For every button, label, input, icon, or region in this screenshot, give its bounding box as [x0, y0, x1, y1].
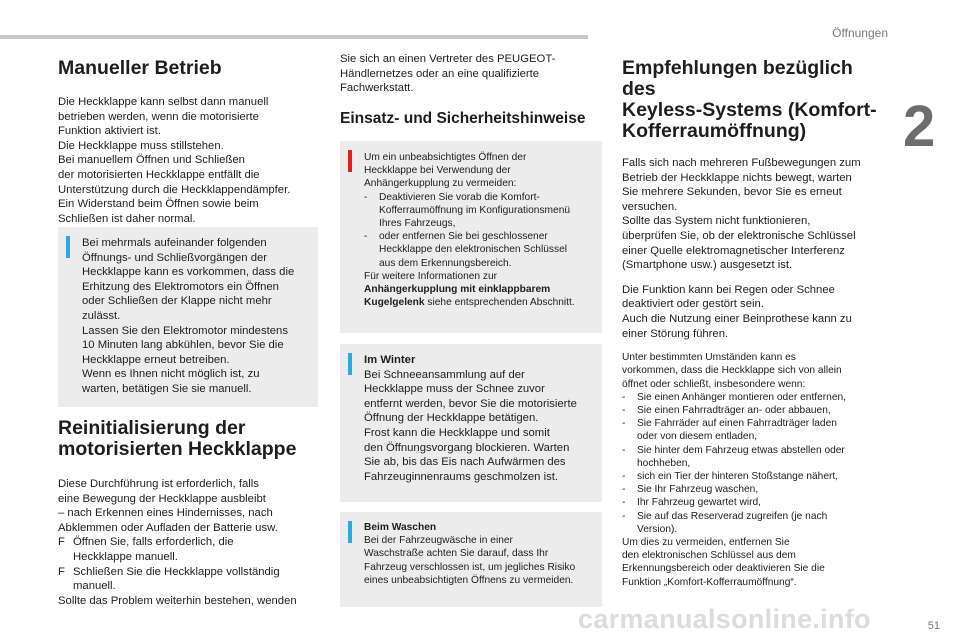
winter-text — [364, 353, 594, 484]
text-line: Heckklappe kann es vorkommen, dass die — [82, 266, 295, 279]
text-line: Diese Durchführung ist erforderlich, falls — [58, 478, 259, 490]
paragraph — [622, 283, 888, 341]
section-label: Öffnungen — [832, 26, 888, 40]
list-marker: - — [622, 404, 626, 416]
text-line: deaktiviert oder gestört sein. — [622, 298, 764, 311]
text-line: motorisierten Heckklappe — [58, 438, 297, 460]
text-line: versuchen. — [622, 200, 678, 213]
list-marker: F — [58, 565, 65, 578]
list-item — [622, 444, 888, 470]
washing-body — [364, 534, 594, 587]
column-1 — [58, 52, 320, 226]
text-line: Erkennungsbereich oder deaktivieren Sie die — [622, 563, 825, 575]
text-line: eines unbeabsichtigten Öffnens zu vermeiden. — [364, 574, 574, 586]
list-marker: F — [58, 536, 65, 549]
list-item — [58, 535, 320, 564]
column-1-lower — [58, 418, 320, 608]
warning-text — [364, 151, 594, 309]
heading-empfehlungen — [622, 58, 888, 142]
conditions-list — [622, 391, 888, 536]
warning-bar-icon — [348, 150, 352, 172]
text-line: Wenn es Ihnen nicht möglich ist, zu — [82, 368, 260, 381]
list-marker: - — [364, 231, 368, 243]
washing-title: Beim Waschen — [364, 522, 437, 533]
list-item — [364, 230, 594, 270]
washing-box — [340, 512, 602, 607]
text-line: Sollte das System nicht funktionieren, — [622, 215, 811, 228]
paragraph — [622, 536, 888, 589]
list-marker: - — [622, 484, 626, 496]
list-item-text: Schließen Sie die Heckklappe vollständig manuell. — [73, 565, 280, 593]
winter-body — [364, 368, 594, 485]
text-line: Heckklappe bei Verwendung der — [364, 165, 511, 177]
warning-box — [340, 141, 602, 333]
list-marker: - — [622, 510, 626, 522]
list-item-text: Deaktivieren Sie vorab die Komfort- Kofferraumöffnung im Konfigurationsmenü Ihres Fahrzeugs, — [379, 191, 571, 230]
page-number: 51 — [927, 620, 940, 632]
list-item — [58, 565, 320, 594]
winter-box — [340, 344, 602, 502]
heading-einsatz: Einsatz- und Sicherheitshinweise — [340, 109, 586, 127]
text-line: oder Schließen der Klappe nicht mehr — [82, 295, 272, 308]
list-item-text: Sie auf das Reserverad zugreifen (je nach Version). — [637, 510, 828, 535]
text-line: Bei manuellem Öffnen und Schließen — [58, 154, 245, 167]
text-line: Sie sich an einen Vertreter des PEUGEOT- — [340, 53, 556, 65]
text-line: Empfehlungen bezüglich des — [622, 57, 853, 100]
text-line: Um ein unbeabsichtigtes Öffnen der — [364, 152, 527, 163]
text-line: Fachwerkstatt. — [340, 82, 414, 95]
header-rule — [0, 35, 588, 39]
text-line: Die Funktion kann bei Regen oder Schnee — [622, 283, 835, 296]
paragraph — [58, 477, 320, 535]
list-item — [622, 470, 888, 483]
text-line: einer Quelle elektromagnetischer Interferenz — [622, 244, 845, 257]
column-3 — [622, 52, 888, 589]
list-item-text: Öffnen Sie, falls erforderlich, die Heckklappe manuell. — [73, 536, 234, 563]
text-line: Lassen Sie den Elektromotor mindestens — [82, 324, 288, 337]
text-line: Öffnung der Heckklappe betätigen. — [364, 412, 539, 425]
text-line: überprüfen Sie, ob der elektronische Schlüssel — [622, 229, 856, 242]
paragraph: Sollte das Problem weiterhin bestehen, wenden — [58, 594, 297, 607]
list-item-text: Sie Ihr Fahrzeug waschen, — [637, 484, 759, 496]
text-line: Fahrzeuginnenraums geschmolzen ist. — [364, 470, 559, 483]
text-line: Abklemmen oder Aufladen der Batterie usw. — [58, 521, 278, 534]
list-marker: - — [622, 444, 626, 456]
list-item — [622, 496, 888, 509]
list-item — [622, 391, 888, 404]
chapter-number: 2 — [903, 94, 936, 159]
text-line: Heckklappe muss der Schnee zuvor — [364, 383, 545, 396]
text-line: einer Störung führen. — [622, 327, 729, 340]
info-bar-icon — [348, 353, 352, 375]
watermark: carmanualsonline.info — [578, 604, 871, 634]
text-line: Bei der Fahrzeugwäsche in einer — [364, 535, 513, 547]
warning-tail: Für weitere Informationen zur — [364, 270, 498, 282]
winter-title: Im Winter — [364, 354, 416, 366]
text-line: – nach Erkennen eines Hindernisses, nach — [58, 507, 273, 520]
text-line: Anhängerkupplung zu vermeiden: — [364, 178, 517, 190]
list-marker: - — [622, 470, 626, 482]
text-line: Frost kann die Heckklappe und somit — [364, 426, 550, 439]
text-line: Erhitzung des Elektromotors ein Öffnen — [82, 280, 279, 293]
text-line: Reinitialisierung der — [58, 417, 246, 439]
paragraph — [622, 156, 888, 273]
list-item-text: Sie einen Anhänger montieren oder entfernen, — [637, 391, 846, 403]
text-line: entfernt werden, bevor Sie die motorisierte — [364, 397, 577, 410]
text-line: Betrieb der Heckklappe nichts bewegt, warten — [622, 171, 852, 184]
list-item-text: Sie hinter dem Fahrzeug etwas abstellen oder hochheben, — [637, 444, 845, 469]
list-item-text: Sie einen Fahrradträger an- oder abbauen, — [637, 404, 831, 416]
text-line: Keyless-Systems (Komfort- — [622, 99, 877, 121]
text-line: Händlernetzes oder an eine qualifizierte — [340, 67, 540, 80]
warning-lead — [364, 151, 594, 191]
list-item — [622, 510, 888, 536]
washing-text — [364, 521, 594, 587]
list-marker: - — [622, 391, 626, 403]
paragraph — [340, 52, 602, 96]
text-line: Sie ab, bis das Eis nach Aufwärmen des — [364, 456, 566, 469]
text-line: Waschstraße achten Sie darauf, dass Ihr — [364, 548, 549, 560]
text-line: vorkommen, dass die Heckklappe sich von allein — [622, 365, 842, 377]
paragraph — [622, 351, 888, 391]
text-line: Falls sich nach mehreren Fußbewegungen zum — [622, 157, 861, 169]
text-line: den Öffnungsvorgang blockieren. Warten — [364, 441, 570, 454]
text-line: Sie mehrere Sekunden, bevor Sie es erneut — [622, 186, 842, 199]
text-line: Öffnungs- und Schließvorgängen der — [82, 251, 268, 264]
text-line: Fahrzeug verschlossen ist, um jegliches Risiko — [364, 561, 576, 573]
text-line: Bei mehrmals aufeinander folgenden — [82, 237, 267, 249]
text-line: Ein Widerstand beim Öffnen sowie beim — [58, 198, 259, 211]
list-marker: - — [622, 497, 626, 509]
text-line: Um dies zu vermeiden, entfernen Sie — [622, 536, 790, 548]
paragraph — [58, 95, 320, 226]
text-line: Bei Schneeansammlung auf der — [364, 368, 525, 381]
text-line: 10 Minuten lang abkühlen, bevor Sie die — [82, 339, 284, 352]
step-list — [58, 535, 320, 593]
list-item-text: Sie Fahrräder auf einen Fahrradträger laden oder von diesem entladen, — [637, 418, 837, 443]
text-line: der motorisierten Heckklappe entfällt die — [58, 168, 260, 181]
column-2 — [340, 52, 602, 128]
text-line: Heckklappe erneut betreiben. — [82, 353, 230, 366]
text-line: Unter bestimmten Umständen kann es — [622, 352, 796, 364]
list-item — [364, 191, 594, 231]
text-line: Auch die Nutzung einer Beinprothese kann zu — [622, 312, 852, 325]
info-bar-icon — [348, 521, 352, 543]
text-line: öffnet oder schließt, insbesondere wenn: — [622, 378, 806, 390]
warning-list — [364, 191, 594, 270]
list-item — [622, 417, 888, 443]
text-line: Die Heckklappe kann selbst dann manuell — [58, 96, 269, 108]
list-item-text: oder entfernen Sie bei geschlossener Heckklappe den elektronischen Schlüssel aus dem Erkennungsbereich. — [379, 231, 568, 269]
list-marker: - — [622, 418, 626, 430]
text-line: Funktion aktiviert ist. — [58, 125, 161, 138]
list-marker: - — [364, 191, 368, 203]
text-line: Funktion „Komfort-Kofferraumöffnung“. — [622, 576, 797, 588]
text-line: eine Bewegung der Heckklappe ausbleibt — [58, 492, 266, 505]
info-bar-icon — [66, 236, 70, 258]
text-line: zulässt. — [82, 309, 121, 322]
info-text — [82, 236, 310, 397]
warning-tail-bold: Anhängerkupplung mit einklappbarem — [364, 284, 551, 296]
text-line: Unterstützung durch die Heckklappendämpfer. — [58, 183, 291, 196]
list-item-text: Ihr Fahrzeug gewartet wird, — [637, 497, 762, 509]
list-item — [622, 483, 888, 496]
warning-tail-bold: Kugelgelenk — [364, 297, 425, 309]
text-line: betrieben werden, wenn die motorisierte — [58, 110, 259, 123]
list-item-text: sich ein Tier der hinteren Stoßstange nähert, — [637, 470, 839, 482]
warning-tail-end: siehe entsprechenden Abschnitt. — [424, 297, 575, 309]
text-line: (Smartphone usw.) ausgesetzt ist. — [622, 259, 793, 272]
list-item — [622, 404, 888, 417]
text-line: den elektronischen Schlüssel aus dem — [622, 550, 796, 562]
text-line: Kofferraumöffnung) — [622, 120, 807, 142]
text-line: Die Heckklappe muss stillstehen. — [58, 139, 224, 152]
heading-reinitialisierung — [58, 418, 320, 460]
text-line: warten, betätigen Sie sie manuell. — [82, 382, 252, 395]
info-box — [58, 227, 318, 407]
text-line: Schließen ist daher normal. — [58, 212, 196, 225]
heading-manueller-betrieb: Manueller Betrieb — [58, 57, 222, 79]
